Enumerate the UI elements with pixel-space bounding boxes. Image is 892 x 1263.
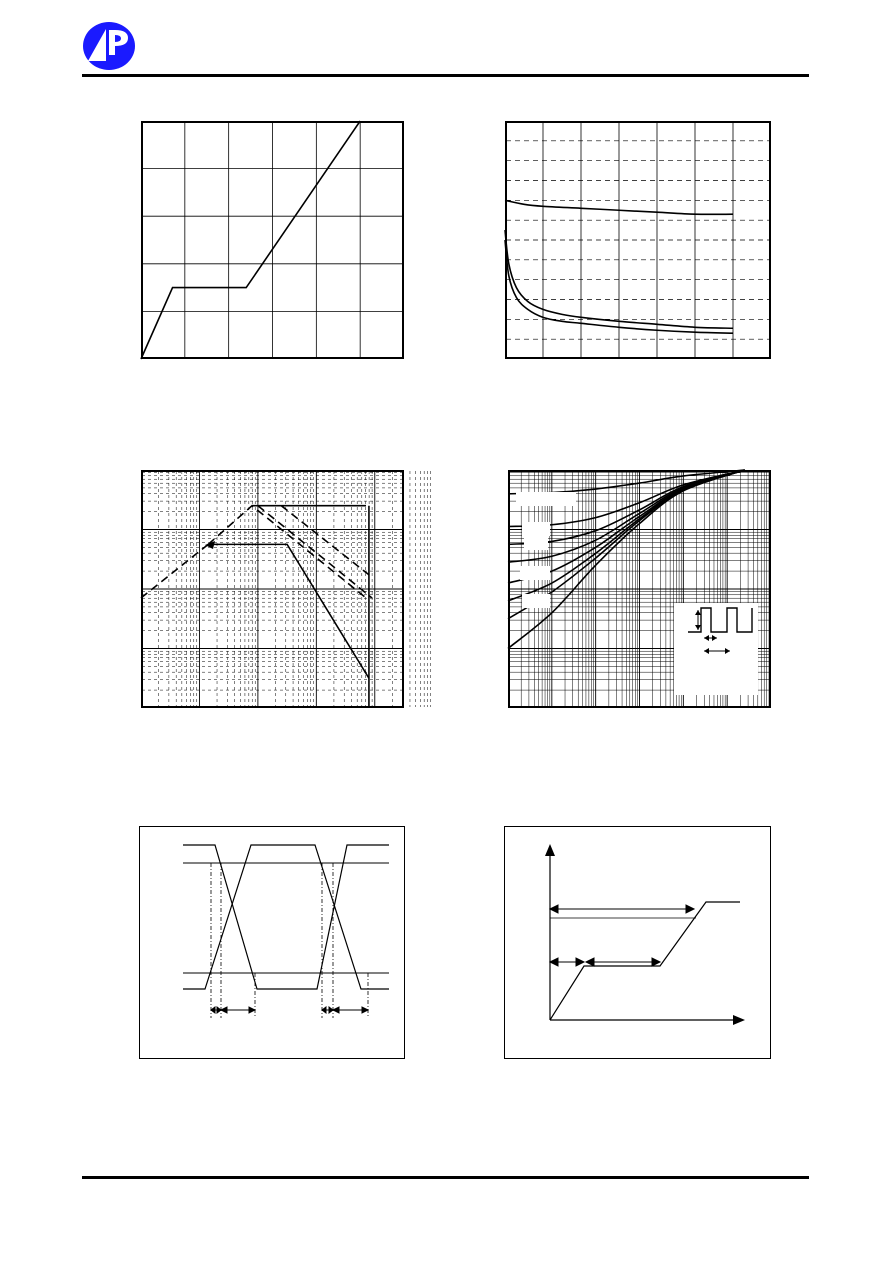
company-logo-icon [82,21,136,71]
decay-curves-chart [505,121,771,359]
inset-box [674,603,758,695]
waveform-b [183,845,389,989]
series-line-curve [141,121,360,359]
label-box [522,594,550,608]
linear-transfer-chart [141,121,404,359]
diagram-frame [140,827,405,1059]
waveform-a [183,845,389,989]
x-axis-arrow-icon [733,1015,745,1025]
series-line-dc [208,544,369,678]
series-line-limit-2 [208,506,366,598]
label-box [522,522,550,536]
gate-charge-diagram [504,826,771,1059]
transient-impedance-chart [508,470,771,708]
header-rule [82,74,809,77]
series-line-limit-4 [281,506,372,577]
switching-waveform-diagram [139,826,405,1059]
footer-rule [82,1176,809,1179]
y-axis-arrow-icon [545,844,555,856]
label-box [516,492,576,506]
label-box [524,536,548,550]
series-line-limit-3 [258,506,372,598]
log-log-soa-chart [141,470,404,708]
diagram-frame [505,827,771,1059]
label-box [520,566,550,580]
